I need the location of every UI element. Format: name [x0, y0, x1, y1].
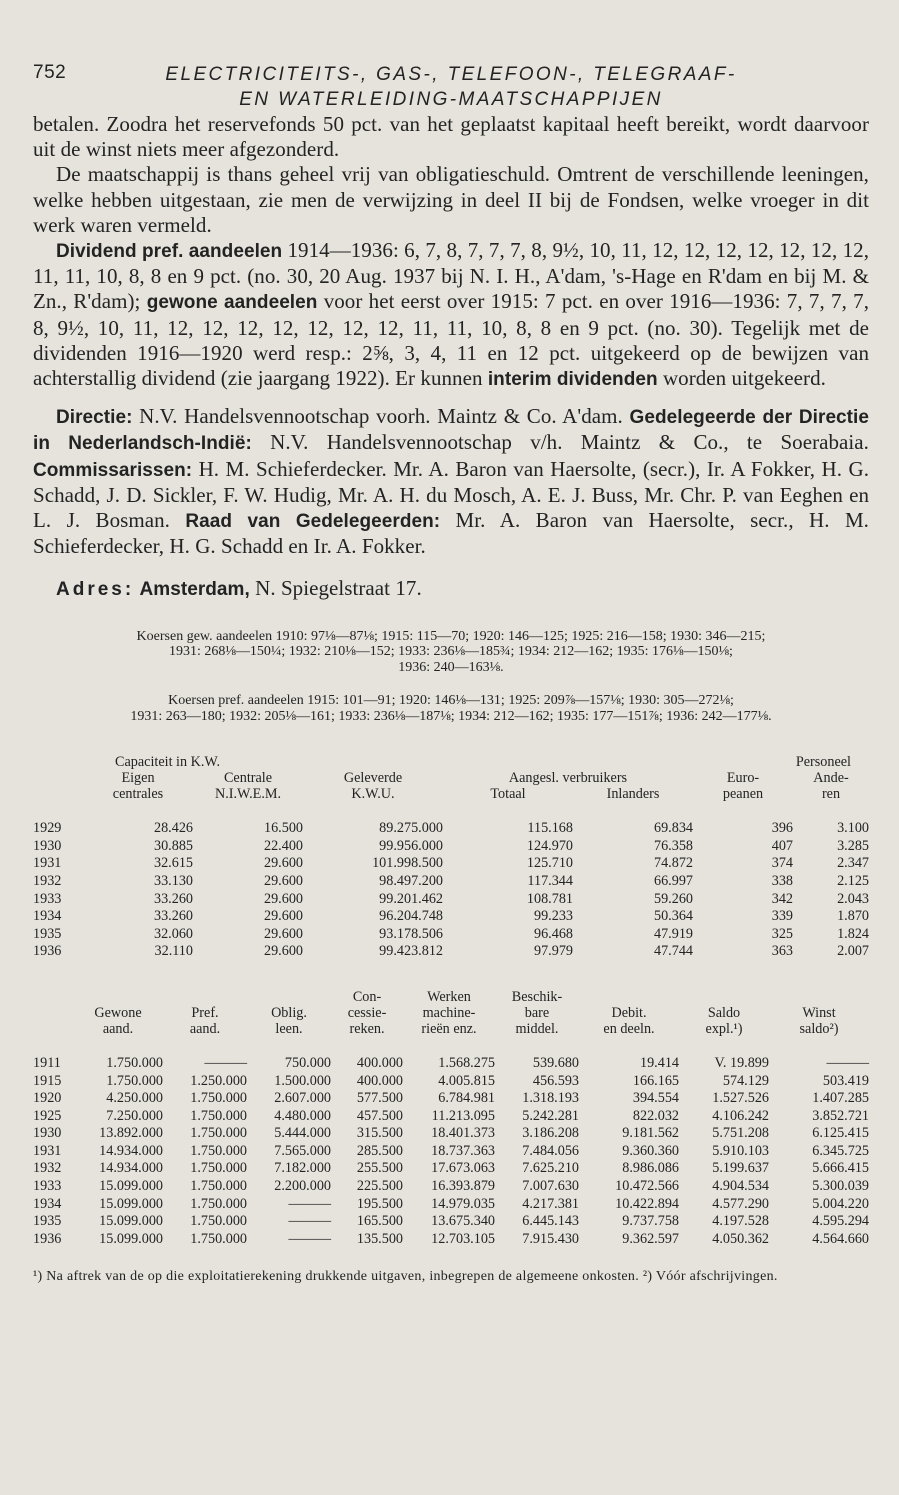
header-kwu: K.W.U. — [351, 786, 395, 803]
text-interim-dividenden: worden uitgekeerd. — [657, 366, 826, 391]
table-cell: 69.834 — [653, 820, 693, 837]
header-ande: Ande- — [813, 770, 849, 787]
koersen-section — [33, 629, 869, 725]
table-cell: 13.675.340 — [431, 1213, 495, 1230]
table-cell: 5.199.637 — [712, 1160, 769, 1177]
header-winst: Winst — [802, 1004, 836, 1021]
footnote — [33, 1268, 869, 1285]
table-cell: 47.919 — [653, 925, 693, 942]
table-cell: 5.004.220 — [812, 1195, 869, 1212]
table-cell: 124.970 — [526, 837, 573, 854]
table-row — [33, 1108, 869, 1126]
table-cell: 374 — [771, 855, 793, 872]
table-cell: 2.607.000 — [274, 1090, 331, 1107]
table-cell: 3.285 — [837, 837, 869, 854]
table-cell: 577.500 — [356, 1090, 403, 1107]
row-year: 1911 — [33, 1054, 61, 1071]
footnote-text: ¹) Na aftrek van de op die exploitatierekening drukkende uitgaven, inbegrepen de algemeene onkosten. ²) Vóór afschrijvingen. — [33, 1269, 778, 1285]
label-dividend-pref: Dividend pref. aandeelen — [56, 241, 283, 263]
row-year: 1925 — [33, 1107, 62, 1124]
label-amsterdam: Amsterdam, — [139, 579, 250, 601]
table-cell: 4.480.000 — [274, 1107, 331, 1124]
table-cell: 1.527.526 — [712, 1090, 769, 1107]
koersen-pref — [33, 693, 869, 724]
header-centrales: centrales — [112, 786, 164, 803]
table-cell: 135.500 — [356, 1230, 403, 1247]
header-niwem: N.I.W.E.M. — [214, 786, 282, 803]
header-totaal: Totaal — [490, 786, 526, 803]
table-cell: 32.110 — [154, 943, 193, 960]
table-cell: 6.125.415 — [812, 1125, 869, 1142]
row-year: 1935 — [33, 1213, 62, 1230]
table-cell: 29.600 — [263, 890, 303, 907]
row-year: 1932 — [33, 1160, 62, 1177]
label-directie: Directie: — [56, 407, 133, 429]
table-cell: 1.750.000 — [190, 1107, 247, 1124]
table-cell: 32.615 — [153, 855, 193, 872]
header-beschik: Beschik- — [511, 988, 563, 1005]
header-leen: leen. — [275, 1020, 303, 1037]
table-cell: 4.595.294 — [812, 1213, 869, 1230]
table-cell: 66.997 — [653, 872, 693, 889]
table-row — [33, 926, 869, 944]
table-cell: 225.500 — [356, 1178, 403, 1195]
table-cell: 4.217.381 — [522, 1195, 579, 1212]
table-cell: 2.007 — [837, 943, 869, 960]
table-cell: 3.100 — [837, 820, 869, 837]
koersen-gewone-line3: 1936: 240—163⅛. — [398, 659, 504, 675]
table-cell: 7.565.000 — [274, 1142, 331, 1159]
header-pref: Pref. — [191, 1004, 219, 1021]
header-saldo: Saldo — [707, 1004, 741, 1021]
header-geleverde: Geleverde — [343, 770, 403, 787]
table-row — [33, 855, 869, 873]
table-cell: 96.468 — [533, 925, 573, 942]
table-cell: 400.000 — [356, 1072, 403, 1089]
table-cell: 1.750.000 — [190, 1195, 247, 1212]
header-gewone: Gewone — [94, 1004, 142, 1021]
running-title-line2: EN WATERLEIDING-MAATSCHAPPIJEN — [239, 89, 663, 110]
table-cell: 89.275.000 — [379, 820, 443, 837]
header-con: Con- — [352, 988, 382, 1005]
koersen-gewone-line1: Koersen gew. aandeelen 1910: 97⅛—87⅛; 1915: 115—70; 1920: 146—125; 1925: 216—158; 1930: 346—215; — [136, 628, 766, 644]
header-winst-saldo: saldo²) — [799, 1020, 839, 1037]
header-cessie: cessie- — [347, 1004, 387, 1021]
label-interim-dividenden: interim dividenden — [487, 369, 658, 391]
table-cell: 32.060 — [153, 925, 193, 942]
table-cell: 101.998.500 — [372, 855, 443, 872]
header-machine: machine- — [422, 1004, 476, 1021]
table-row — [33, 1160, 869, 1178]
table-cell: 9.737.758 — [622, 1213, 679, 1230]
table-cell: 3.186.208 — [522, 1125, 579, 1142]
row-year: 1915 — [33, 1072, 62, 1089]
table-cell: 10.422.894 — [615, 1195, 679, 1212]
header-deeln: en deeln. — [603, 1020, 655, 1037]
table-cell: 50.364 — [653, 908, 693, 925]
table-cell: 2.200.000 — [274, 1178, 331, 1195]
table-cell: 1.750.000 — [190, 1090, 247, 1107]
table-cell: 7.484.056 — [522, 1142, 579, 1159]
table-cell: 1.407.285 — [812, 1090, 869, 1107]
table-cell: 18.401.373 — [431, 1125, 495, 1142]
table-cell: 342 — [771, 890, 793, 907]
table-cell: 98.497.200 — [379, 872, 443, 889]
table-row — [33, 838, 869, 856]
row-year: 1934 — [33, 908, 62, 925]
header-reken: reken. — [349, 1020, 385, 1037]
table-cell: 99.233 — [533, 908, 573, 925]
label-gedelegeerde: Gedelegeerde der Directie in Nederlandsch-Indië: — [33, 407, 869, 455]
table-cell: 28.426 — [153, 820, 193, 837]
table-cell: 195.500 — [356, 1195, 403, 1212]
koersen-pref-line1: Koersen pref. aandeelen 1915: 101—91; 1920: 146⅛—131; 1925: 209⅞—157⅛; 1930: 305—272⅛; — [168, 693, 734, 709]
table-cell: 14.979.035 — [431, 1195, 495, 1212]
table-cell: 1.750.000 — [190, 1160, 247, 1177]
page-header — [33, 0, 869, 112]
table-row — [33, 873, 869, 891]
table2-header-row1 — [33, 989, 869, 1005]
table-cell: ——— — [204, 1054, 247, 1071]
koersen-gewone — [33, 629, 869, 676]
table-row — [33, 891, 869, 909]
row-year: 1920 — [33, 1090, 62, 1107]
table-cell: 165.500 — [356, 1213, 403, 1230]
table-cell: 9.362.597 — [622, 1230, 679, 1247]
table-cell: 99.423.812 — [379, 943, 443, 960]
paragraph-reservefonds: betalen. Zoodra het reservefonds 50 pct. van het geplaatst kapitaal heeft bereikt, wordt daarvoor uit de winst niets meer afgezonderd. — [33, 112, 869, 162]
table-cell: 325 — [771, 925, 793, 942]
table-cell: 457.500 — [356, 1107, 403, 1124]
table1-header-row3 — [33, 786, 869, 802]
table-row — [33, 1231, 869, 1249]
header-aand-pref: aand. — [189, 1020, 221, 1037]
table-cell: 1.750.000 — [106, 1054, 163, 1071]
table-cell: 1.870 — [837, 908, 869, 925]
paragraph-adres — [33, 576, 869, 602]
label-commissarissen: Commissarissen: — [33, 459, 193, 481]
table2-header-row2 — [33, 1005, 869, 1021]
table1-body — [33, 820, 869, 961]
table-row — [33, 1213, 869, 1231]
text-raad-van-gedelegeerden: Mr. A. Baron van Haersolte, secr., H. M. Schieferdecker, H. G. Schadd en Ir. A. Fokker. — [33, 508, 869, 559]
table-cell: 338 — [771, 872, 793, 889]
table-cell: 29.600 — [263, 855, 303, 872]
table-cell: 14.934.000 — [99, 1160, 163, 1177]
table-cell: 99.956.000 — [379, 837, 443, 854]
table-cell: 7.007.630 — [522, 1178, 579, 1195]
table-cell: ——— — [826, 1054, 869, 1071]
table-cell: 1.250.000 — [190, 1072, 247, 1089]
text-commissarissen: H. M. Schieferdecker. Mr. A. Baron van Haersolte, (secr.), Ir. A Fokker, H. G. Schadd, J. D. Sickler, F. W. Hudig, Mr. A. H. du Mosch, A. E. J. Buss, Mr. Chr. P. van Eeghen en L. J. Bosman. — [33, 456, 869, 533]
row-year: 1934 — [33, 1195, 62, 1212]
text-dividend-pref: 1914—1936: 6, 7, 8, 7, 7, 7, 8, 9½, 10, 11, 12, 12, 12, 12, 12, 12, 12, 11, 11, 10, 8, 8 en 9 pct. (no. 30, 20 Aug. 1937 bij N. I. H., A'dam, 's-Hage en R'dam en bij M. & Zn., R'dam); — [33, 238, 870, 314]
paragraph-directie — [33, 404, 869, 559]
table-cell: 99.201.462 — [379, 890, 443, 907]
table-row — [33, 1055, 869, 1073]
table-cell: 4.564.660 — [812, 1230, 869, 1247]
table-cell: 96.204.748 — [379, 908, 443, 925]
row-year: 1933 — [33, 890, 62, 907]
table-cell: 18.737.363 — [431, 1142, 495, 1159]
page-number: 752 — [33, 62, 67, 83]
header-ren: ren — [821, 786, 841, 803]
table-cell: ——— — [288, 1230, 331, 1247]
table-cell: 29.600 — [263, 872, 303, 889]
table-cell: 315.500 — [356, 1125, 403, 1142]
table-cell: 750.000 — [284, 1054, 331, 1071]
header-middel: middel. — [515, 1020, 559, 1037]
table-cell: 17.673.063 — [431, 1160, 495, 1177]
table-cell: 16.500 — [263, 820, 303, 837]
table-cell: 363 — [771, 943, 793, 960]
table-cell: 4.577.290 — [712, 1195, 769, 1212]
table-cell: 108.781 — [526, 890, 573, 907]
table-cell: 1.318.193 — [522, 1090, 579, 1107]
table-cell: 59.260 — [653, 890, 693, 907]
text-gedelegeerde: N.V. Handelsvennootschap v/h. Maintz & Co., te Soerabaia. — [251, 430, 869, 455]
row-year: 1933 — [33, 1178, 62, 1195]
table-row — [33, 1073, 869, 1091]
table-cell: 8.986.086 — [622, 1160, 679, 1177]
table-cell: 15.099.000 — [99, 1178, 163, 1195]
table-row — [33, 908, 869, 926]
table-cell: 4.106.242 — [712, 1107, 769, 1124]
table-cell: 33.130 — [153, 872, 193, 889]
table-cell: 5.666.415 — [812, 1160, 869, 1177]
table-cell: 7.250.000 — [106, 1107, 163, 1124]
table-cell: 5.910.103 — [712, 1142, 769, 1159]
table-cell: 33.260 — [153, 890, 193, 907]
header-bare: bare — [524, 1004, 550, 1021]
table-cell: 4.197.528 — [712, 1213, 769, 1230]
table-cell: 33.260 — [153, 908, 193, 925]
row-year: 1931 — [33, 1142, 62, 1159]
table-cell: 407 — [771, 837, 793, 854]
table-cell: 13.892.000 — [99, 1125, 163, 1142]
row-year: 1931 — [33, 855, 62, 872]
table-cell: 16.393.879 — [431, 1178, 495, 1195]
table-cell: 822.032 — [632, 1107, 679, 1124]
table-cell: 10.472.566 — [615, 1178, 679, 1195]
table2-header-row3 — [33, 1021, 869, 1037]
row-year: 1929 — [33, 820, 62, 837]
header-capaciteit: Capaciteit in K.W. — [115, 754, 221, 771]
header-centrale: Centrale — [223, 770, 273, 787]
table-cell: 29.600 — [263, 925, 303, 942]
table-cell: ——— — [288, 1213, 331, 1230]
table-cell: 29.600 — [263, 908, 303, 925]
table-cell: 15.099.000 — [99, 1213, 163, 1230]
row-year: 1930 — [33, 837, 62, 854]
header-werken: Werken — [427, 988, 471, 1005]
header-aand-gewone: aand. — [102, 1020, 134, 1037]
table-cell: 4.904.534 — [712, 1178, 769, 1195]
table-cell: 539.680 — [532, 1054, 579, 1071]
header-personeel: Personeel — [795, 754, 851, 771]
table-cell: 339 — [771, 908, 793, 925]
table-cell: 7.625.210 — [522, 1160, 579, 1177]
table-cell: 29.600 — [263, 943, 303, 960]
table-cell: 1.750.000 — [190, 1142, 247, 1159]
table-cell: 1.500.000 — [274, 1072, 331, 1089]
table-cell: 30.885 — [153, 837, 193, 854]
label-raad-van-gedelegeerden: Raad van Gedelegeerden: — [185, 511, 441, 533]
row-year: 1930 — [33, 1125, 62, 1142]
table-cell: 6.345.725 — [812, 1142, 869, 1159]
table-cell: 3.852.721 — [812, 1107, 869, 1124]
header-eigen: Eigen — [121, 770, 155, 787]
header-expl: expl.¹) — [705, 1020, 743, 1037]
table-row — [33, 1143, 869, 1161]
table-cell: 1.750.000 — [190, 1178, 247, 1195]
table-cell: 97.979 — [533, 943, 573, 960]
table-cell: 1.568.275 — [438, 1054, 495, 1071]
table-cell: 4.005.815 — [438, 1072, 495, 1089]
table-cell: 15.099.000 — [99, 1195, 163, 1212]
table-row — [33, 1178, 869, 1196]
row-year: 1932 — [33, 872, 62, 889]
table-cell: 5.444.000 — [274, 1125, 331, 1142]
label-adres: Adres: — [56, 579, 135, 601]
text-adres: N. Spiegelstraat 17. — [249, 576, 422, 601]
table-cell: 22.400 — [263, 837, 303, 854]
table-cell: V. 19.899 — [714, 1054, 769, 1071]
table-cell: 19.414 — [639, 1054, 679, 1071]
header-rieen: rieën enz. — [421, 1020, 477, 1037]
table-cell: 115.168 — [527, 820, 573, 837]
table-cell: 47.744 — [653, 943, 693, 960]
table1-header-row2 — [33, 770, 869, 786]
running-title-line1: ELECTRICITEITS-, GAS-, TELEFOON-, TELEGRAAF- — [165, 64, 737, 85]
header-aangesl-verbruikers: Aangesl. verbruikers — [508, 770, 628, 787]
paragraph-obligatieschuld: De maatschappij is thans geheel vrij van obligatieschuld. Omtrent de verschillende leeningen, welke hebben uitgestaan, zie men de verwijzing in deel II bij de Fondsen, welke vroeger in dit werk waren vermeld. — [33, 162, 869, 237]
table-cell: 14.934.000 — [99, 1142, 163, 1159]
header-oblig: Oblig. — [271, 1004, 307, 1021]
table-cell: 574.129 — [722, 1072, 769, 1089]
table-cell: 74.872 — [653, 855, 693, 872]
table-cell: 15.099.000 — [99, 1230, 163, 1247]
table-cell: 1.750.000 — [190, 1213, 247, 1230]
table-row — [33, 1090, 869, 1108]
text-directie: N.V. Handelsvennootschap voorh. Maintz & Co. A'dam. — [132, 404, 630, 429]
header-peanen: peanen — [722, 786, 764, 803]
table-cell: 1.750.000 — [190, 1230, 247, 1247]
header-debit: Debit. — [611, 1004, 647, 1021]
table-cell: 5.242.281 — [522, 1107, 579, 1124]
table2-body — [33, 1055, 869, 1249]
table-cell: 166.165 — [632, 1072, 679, 1089]
table-cell: 12.703.105 — [431, 1230, 495, 1247]
table-cell: 7.915.430 — [522, 1230, 579, 1247]
table-cell: 5.751.208 — [712, 1125, 769, 1142]
table-cell: 285.500 — [356, 1142, 403, 1159]
table-cell: 9.181.562 — [622, 1125, 679, 1142]
table-cell: 1.750.000 — [190, 1125, 247, 1142]
table-cell: 1.750.000 — [106, 1072, 163, 1089]
row-year: 1936 — [33, 1230, 62, 1247]
table-cell: 4.050.362 — [712, 1230, 769, 1247]
table-cell: 255.500 — [356, 1160, 403, 1177]
koersen-pref-line2: 1931: 263—180; 1932: 205⅛—161; 1933: 236⅛—187⅛; 1934: 212—162; 1935: 177—151⅞; 1936: 242—177⅛. — [130, 708, 772, 724]
table-cell: 6.445.143 — [522, 1213, 579, 1230]
table-cell: 11.213.095 — [431, 1107, 495, 1124]
table-cell: 4.250.000 — [106, 1090, 163, 1107]
table-cell: 7.182.000 — [274, 1160, 331, 1177]
table-cell: 6.784.981 — [438, 1090, 495, 1107]
financieel-table — [33, 989, 869, 1249]
table-cell: 2.043 — [837, 890, 869, 907]
paragraph-dividend — [33, 238, 869, 392]
table-cell: 396 — [771, 820, 793, 837]
table-cell: 2.125 — [837, 872, 869, 889]
table-cell: 2.347 — [837, 855, 869, 872]
table-cell: 125.710 — [526, 855, 573, 872]
table-row — [33, 943, 869, 961]
label-gewone-aandeelen: gewone aandeelen — [146, 292, 318, 314]
text-gewone-aandeelen: voor het eerst over 1915: 7 pct. en over 1916—1936: 7, 7, 7, 7, 8, 9½, 10, 11, 12, 12, 12, 12, 12, 12, 12, 11, 11, 10, 8, 8 en 9 pct. (no. 30). Tegelijk met de dividenden 1916—1920 werd resp.: 2⅝, 3, 4, 11 en 12 pct. uitgekeerd op de bewijzen van achterstallig dividend (zie jaargang 1922). Er kunnen — [33, 289, 869, 391]
row-year: 1935 — [33, 925, 62, 942]
table-cell: 394.554 — [632, 1090, 679, 1107]
table-cell: 117.344 — [527, 872, 573, 889]
table-cell: 76.358 — [653, 837, 693, 854]
table-cell: ——— — [288, 1195, 331, 1212]
running-title — [33, 62, 869, 112]
table-cell: 93.178.506 — [379, 925, 443, 942]
table-cell: 503.419 — [822, 1072, 869, 1089]
header-euro: Euro- — [726, 770, 760, 787]
table-cell: 400.000 — [356, 1054, 403, 1071]
table-cell: 5.300.039 — [812, 1178, 869, 1195]
table-row — [33, 820, 869, 838]
table-cell: 456.593 — [532, 1072, 579, 1089]
table-cell: 9.360.360 — [622, 1142, 679, 1159]
table-row — [33, 1196, 869, 1214]
table-cell: 1.824 — [837, 925, 869, 942]
table1-header-row1 — [33, 754, 869, 770]
capaciteit-table — [33, 754, 869, 961]
table-row — [33, 1125, 869, 1143]
row-year: 1936 — [33, 943, 62, 960]
koersen-gewone-line2: 1931: 268⅛—150¼; 1932: 210⅛—152; 1933: 236⅛—185¾; 1934: 212—162; 1935: 176⅛—150⅛; — [169, 644, 733, 660]
header-inlanders: Inlanders — [606, 786, 660, 803]
body-text — [33, 112, 869, 603]
